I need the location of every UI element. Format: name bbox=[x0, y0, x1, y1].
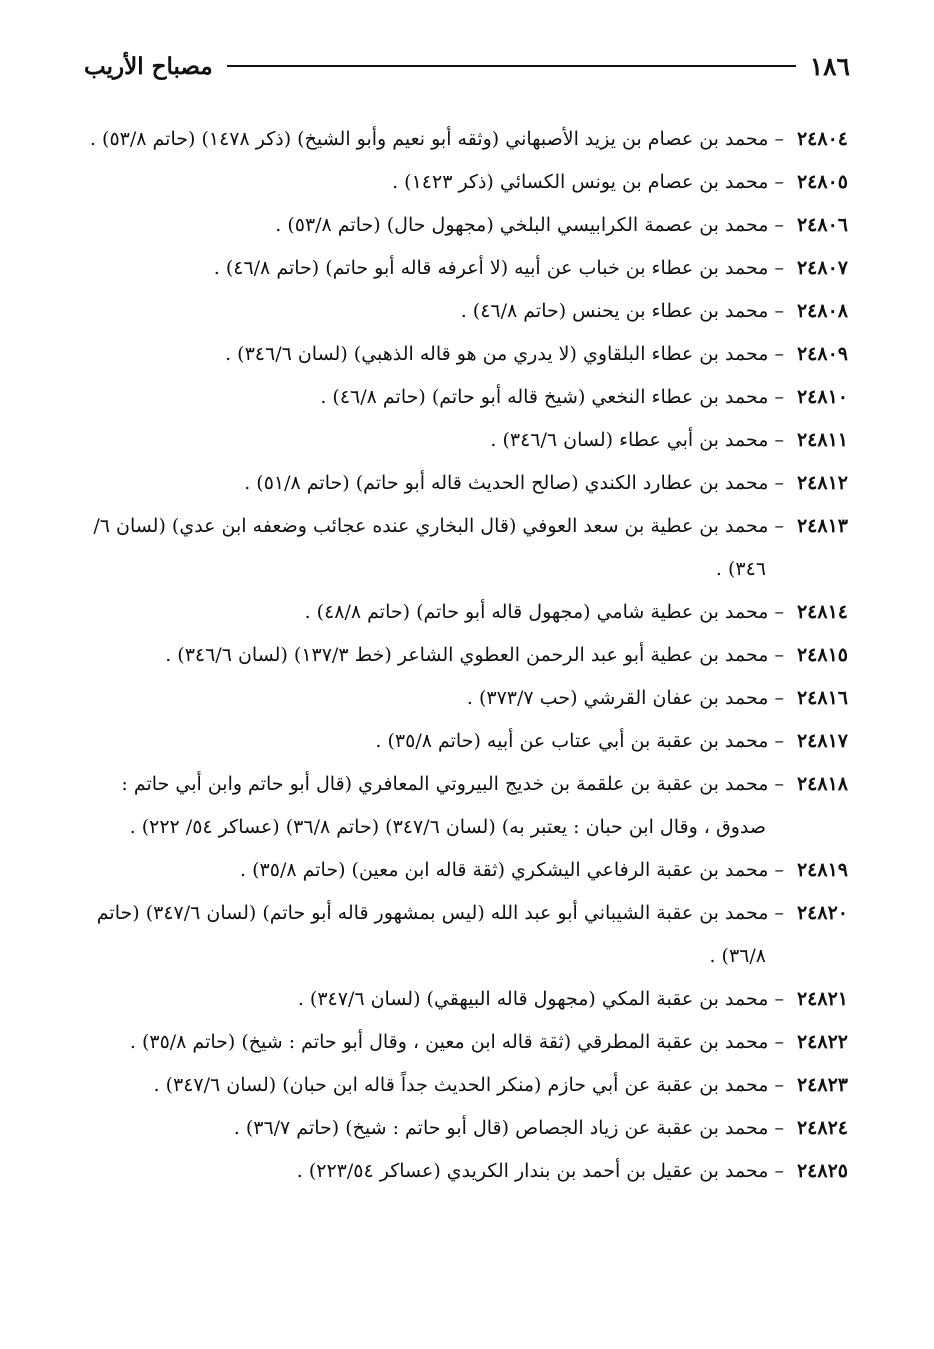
entry-number: ٢٤٨٢٣ bbox=[796, 1074, 848, 1096]
entry-text: محمد بن عطاء البلقاوي (لا يدري من هو قاله الذهبي) (لسان ٣٤٦/٦) . bbox=[225, 343, 769, 365]
entry: ٢٤٨١٥ – محمد بن عطية أبو عبد الرحمن العطوي الشاعر (خط ١٣٧/٣) (لسان ٣٤٦/٦) . bbox=[78, 634, 848, 677]
entry-text: محمد بن عطية شامي (مجهول قاله أبو حاتم) (حاتم ٤٨/٨) . bbox=[304, 601, 769, 623]
entry-number: ٢٤٨١٧ bbox=[796, 730, 848, 752]
entry: ٢٤٨٢٠ – محمد بن عقبة الشيباني أبو عبد الله (ليس بمشهور قاله أبو حاتم) (لسان ٣٤٧/٦) (حاتم ٣٦/٨) . bbox=[78, 892, 848, 978]
entry-number: ٢٤٨٠٤ bbox=[796, 128, 848, 150]
entry: ٢٤٨٠٥ – محمد بن عصام بن يونس الكسائي (ذكر ١٤٢٣) . bbox=[78, 161, 848, 204]
book-title: مصباح الأريب bbox=[84, 52, 213, 80]
entry: ٢٤٨١١ – محمد بن أبي عطاء (لسان ٣٤٦/٦) . bbox=[78, 419, 848, 462]
entry: ٢٤٨١٧ – محمد بن عقبة بن أبي عتاب عن أبيه (حاتم ٣٥/٨) . bbox=[78, 720, 848, 763]
entry-text: محمد بن عفان القرشي (حب ٣٧٣/٧) . bbox=[466, 687, 769, 709]
entry-text: محمد بن عطية أبو عبد الرحمن العطوي الشاعر (خط ١٣٧/٣) (لسان ٣٤٦/٦) . bbox=[165, 644, 769, 666]
entry-number: ٢٤٨٠٩ bbox=[796, 343, 848, 365]
header-rule bbox=[227, 65, 796, 67]
entry: ٢٤٨١٢ – محمد بن عطارد الكندي (صالح الحديث قاله أبو حاتم) (حاتم ٥١/٨) . bbox=[78, 462, 848, 505]
entry: ٢٤٨٢٣ – محمد بن عقبة عن أبي حازم (منكر الحديث جداً قاله ابن حبان) (لسان ٣٤٧/٦) . bbox=[78, 1064, 848, 1107]
page-number: ١٨٦ bbox=[809, 51, 850, 81]
entry-text: محمد بن عقبة عن أبي حازم (منكر الحديث جداً قاله ابن حبان) (لسان ٣٤٧/٦) . bbox=[153, 1074, 769, 1096]
entry-text: محمد بن عطارد الكندي (صالح الحديث قاله أبو حاتم) (حاتم ٥١/٨) . bbox=[244, 472, 769, 494]
entry-number: ٢٤٨١١ bbox=[796, 429, 848, 451]
entry-text: محمد بن عقبة المطرقي (ثقة قاله ابن معين ، وقال أبو حاتم : شيخ) (حاتم ٣٥/٨) . bbox=[129, 1031, 769, 1053]
entry-text: محمد بن عقيل بن أحمد بن بندار الكريدي (عساكر ٢٢٣/٥٤) . bbox=[296, 1160, 769, 1182]
entry-text: محمد بن عقبة عن زياد الجصاص (قال أبو حاتم : شيخ) (حاتم ٣٦/٧) . bbox=[233, 1117, 769, 1139]
entry-number: ٢٤٨١٠ bbox=[796, 386, 848, 408]
entry: ٢٤٨١٣ – محمد بن عطية بن سعد العوفي (قال البخاري عنده عجائب وضعفه ابن عدي) (لسان ٦/ ٣٤٦) . bbox=[78, 505, 848, 591]
entry: ٢٤٨١٩ – محمد بن عقبة الرفاعي اليشكري (ثقة قاله ابن معين) (حاتم ٣٥/٨) . bbox=[78, 849, 848, 892]
entry-text: محمد بن عقبة المكي (مجهول قاله البيهقي) (لسان ٣٤٧/٦) . bbox=[297, 988, 769, 1010]
entry-number: ٢٤٨٢٠ bbox=[796, 902, 848, 924]
entry: ٢٤٨٢٤ – محمد بن عقبة عن زياد الجصاص (قال أبو حاتم : شيخ) (حاتم ٣٦/٧) . bbox=[78, 1107, 848, 1150]
entry-text: محمد بن عطاء بن يحنس (حاتم ٤٦/٨) . bbox=[460, 300, 769, 322]
entry-text: محمد بن عطية بن سعد العوفي (قال البخاري عنده عجائب وضعفه ابن عدي) (لسان ٦/ ٣٤٦) . bbox=[93, 515, 769, 580]
entry-number: ٢٤٨١٥ bbox=[796, 644, 848, 666]
entry-number: ٢٤٨١٣ bbox=[796, 515, 848, 537]
entry-text: محمد بن أبي عطاء (لسان ٣٤٦/٦) . bbox=[490, 429, 769, 451]
entry-number: ٢٤٨١٤ bbox=[796, 601, 848, 623]
entry: ٢٤٨١٨ – محمد بن عقبة بن علقمة بن خديج البيروتي المعافري (قال أبو حاتم وابن أبي حاتم : صدوق ، وقال ابن حبان : يعتبر به) (لسان ٣٤٧/٦) (حاتم ٣٦/٨) (عساكر ٥٤/ ٢٢٢) . bbox=[78, 763, 848, 849]
entry-list bbox=[78, 118, 848, 1193]
entry-text: محمد بن عصمة الكرابيسي البلخي (مجهول حال) (حاتم ٥٣/٨) . bbox=[275, 214, 769, 236]
entry-text: محمد بن عقبة الرفاعي اليشكري (ثقة قاله ابن معين) (حاتم ٣٥/٨) . bbox=[240, 859, 769, 881]
entry: ٢٤٨٢٢ – محمد بن عقبة المطرقي (ثقة قاله ابن معين ، وقال أبو حاتم : شيخ) (حاتم ٣٥/٨) . bbox=[78, 1021, 848, 1064]
page-header bbox=[84, 44, 850, 88]
entry-text: محمد بن عطاء النخعي (شيخ قاله أبو حاتم) (حاتم ٤٦/٨) . bbox=[320, 386, 769, 408]
entry-number: ٢٤٨٠٧ bbox=[796, 257, 848, 279]
entry: ٢٤٨٠٨ – محمد بن عطاء بن يحنس (حاتم ٤٦/٨) . bbox=[78, 290, 848, 333]
entry: ٢٤٨٠٧ – محمد بن عطاء بن خباب عن أبيه (لا أعرفه قاله أبو حاتم) (حاتم ٤٦/٨) . bbox=[78, 247, 848, 290]
entry-number: ٢٤٨٢٢ bbox=[796, 1031, 848, 1053]
entry-text: محمد بن عصام بن يونس الكسائي (ذكر ١٤٢٣) . bbox=[392, 171, 769, 193]
entry-number: ٢٤٨١٦ bbox=[796, 687, 848, 709]
entry: ٢٤٨٢٥ – محمد بن عقيل بن أحمد بن بندار الكريدي (عساكر ٢٢٣/٥٤) . bbox=[78, 1150, 848, 1193]
entry-number: ٢٤٨٠٥ bbox=[796, 171, 848, 193]
entry-number: ٢٤٨٠٨ bbox=[796, 300, 848, 322]
entry-text: محمد بن عصام بن يزيد الأصبهاني (وثقه أبو نعيم وأبو الشيخ) (ذكر ١٤٧٨) (حاتم ٥٣/٨) . bbox=[89, 128, 769, 150]
entry-number: ٢٤٨٢٤ bbox=[796, 1117, 848, 1139]
entry-text: محمد بن عقبة بن علقمة بن خديج البيروتي المعافري (قال أبو حاتم وابن أبي حاتم : صدوق ، وقال ابن حبان : يعتبر به) (لسان ٣٤٧/٦) (حاتم ٣٦/٨) (عساكر ٥٤/ ٢٢٢) . bbox=[121, 773, 769, 838]
entry-number: ٢٤٨٢١ bbox=[796, 988, 848, 1010]
entry: ٢٤٨٠٩ – محمد بن عطاء البلقاوي (لا يدري من هو قاله الذهبي) (لسان ٣٤٦/٦) . bbox=[78, 333, 848, 376]
entry-number: ٢٤٨٢٥ bbox=[796, 1160, 848, 1182]
entry: ٢٤٨٢١ – محمد بن عقبة المكي (مجهول قاله البيهقي) (لسان ٣٤٧/٦) . bbox=[78, 978, 848, 1021]
entry: ٢٤٨٠٦ – محمد بن عصمة الكرابيسي البلخي (مجهول حال) (حاتم ٥٣/٨) . bbox=[78, 204, 848, 247]
entry-number: ٢٤٨١٩ bbox=[796, 859, 848, 881]
entry: ٢٤٨١٠ – محمد بن عطاء النخعي (شيخ قاله أبو حاتم) (حاتم ٤٦/٨) . bbox=[78, 376, 848, 419]
entry-text: محمد بن عقبة الشيباني أبو عبد الله (ليس بمشهور قاله أبو حاتم) (لسان ٣٤٧/٦) (حاتم ٣٦/٨) . bbox=[96, 902, 769, 967]
entry-text: محمد بن عطاء بن خباب عن أبيه (لا أعرفه قاله أبو حاتم) (حاتم ٤٦/٨) . bbox=[213, 257, 769, 279]
entry-number: ٢٤٨١٢ bbox=[796, 472, 848, 494]
entry: ٢٤٨٠٤ – محمد بن عصام بن يزيد الأصبهاني (وثقه أبو نعيم وأبو الشيخ) (ذكر ١٤٧٨) (حاتم ٥٣/٨) . bbox=[78, 118, 848, 161]
entry-number: ٢٤٨١٨ bbox=[796, 773, 848, 795]
entry: ٢٤٨١٤ – محمد بن عطية شامي (مجهول قاله أبو حاتم) (حاتم ٤٨/٨) . bbox=[78, 591, 848, 634]
entry-number: ٢٤٨٠٦ bbox=[796, 214, 848, 236]
entry-text: محمد بن عقبة بن أبي عتاب عن أبيه (حاتم ٣٥/٨) . bbox=[375, 730, 769, 752]
entry: ٢٤٨١٦ – محمد بن عفان القرشي (حب ٣٧٣/٧) . bbox=[78, 677, 848, 720]
